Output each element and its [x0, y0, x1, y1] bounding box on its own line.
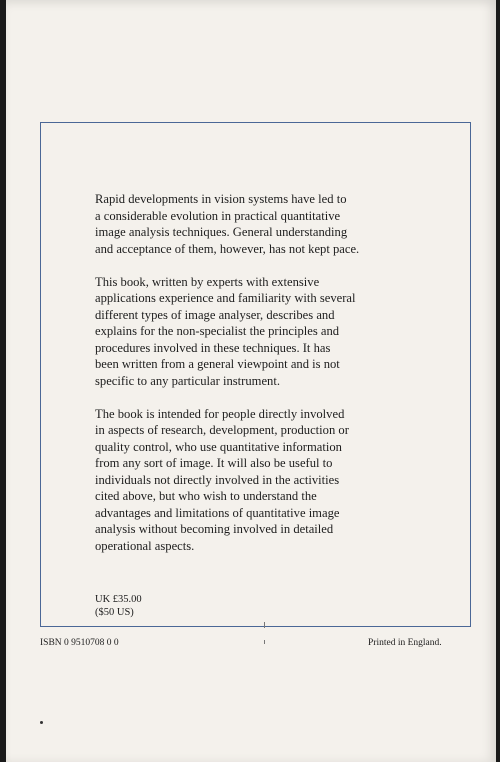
price-uk: UK £35.00 — [95, 594, 142, 605]
blurb — [95, 191, 425, 571]
crop-mark-lower — [264, 640, 265, 644]
crop-mark — [264, 622, 265, 628]
blurb-paragraph-1: Rapid developments in vision systems have led to a considerable evolution in practical quantitative image analysis techniques. General understanding and acceptance of them, however, has not kept pace. — [95, 192, 360, 256]
registration-dot — [40, 721, 43, 724]
isbn: ISBN 0 9510708 0 0 — [40, 638, 119, 648]
printed-in: Printed in England. — [368, 638, 442, 648]
price-block — [95, 593, 142, 619]
blurb-paragraph-3: The book is intended for people directly involved in aspects of research, development, production or quality control, who use quantitative information from any sort of image. It will also be useful to individuals not directly involved in the activities cited above, but who wish to understand the advantages and limitations of quantitative image analysis without becoming involved in detailed operational aspects. — [95, 406, 349, 553]
blurb-paragraph-2: This book, written by experts with extensive applications experience and familiarity with several different types of image analyser, describes and explains for the non-specialist the principles and procedures involved in these techniques. It has been written from a general viewpoint and is not specific to any particular instrument. — [95, 274, 356, 388]
price-us: ($50 US) — [95, 607, 134, 618]
back-cover — [6, 0, 496, 762]
